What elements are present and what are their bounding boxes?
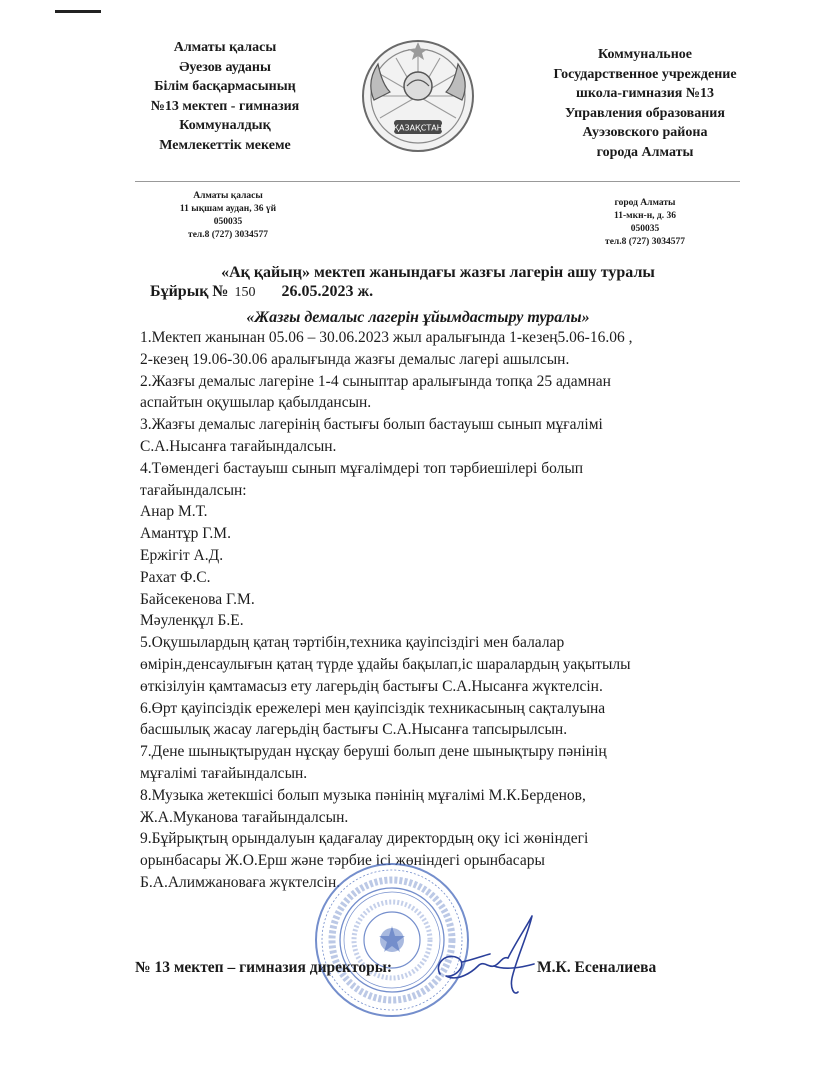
body-line: Ержігіт А.Д. <box>140 546 224 564</box>
letterhead-line: Управления образования <box>565 105 725 121</box>
body-line: 5.Оқушылардың қатаң тәртібін,техника қауіпсіздігі мен балалар <box>140 634 565 652</box>
letterhead-divider <box>135 181 740 182</box>
letterhead-line: Әуезов ауданы <box>179 59 271 75</box>
scan-edge-mark <box>55 10 101 13</box>
director-name: М.К. Есеналиева <box>537 959 657 976</box>
body-line: Ж.А.Муканова тағайындалсын. <box>140 808 349 826</box>
letterhead-line: города Алматы <box>596 144 694 160</box>
body-line: 2.Жазғы демалыс лагеріне 1-4 сыныптар аралығында топқа 25 адамнан <box>140 372 611 390</box>
body-line: өткізілуін қамтамасыз ету лагерьдің бастығы С.А.Нысанға жүктелсін. <box>140 677 603 695</box>
address-russian <box>590 197 700 249</box>
body-line: 8.Музыка жетекшісі болып музыка пәнінің мұғалімі М.К.Берденов, <box>140 786 586 804</box>
body-line: Б.А.Алимжановаға жүктелсін. <box>140 873 341 891</box>
body-line: С.А.Нысанға тағайындалсын. <box>140 437 337 455</box>
address-kazakh <box>168 190 288 242</box>
body-line: Байсекенова Г.М. <box>140 590 255 608</box>
letterhead-line: Алматы қаласы <box>173 40 277 55</box>
body-line: өмірін,денсаулығын қатаң түрде ұдайы бақылап,іс шаралардың уақытылы <box>140 655 631 673</box>
body-line: басшылық жасау лагерьдің бастығы С.А.Нысанға тапсырылсын. <box>140 721 568 739</box>
body-line: 7.Дене шынықтырудан нұсқау беруші болып дене шынықтыру пәнінің <box>140 743 607 761</box>
order-number: 150 <box>234 285 256 300</box>
address-line: 11 ықшам аудан, 36 үй <box>179 204 277 214</box>
order-line <box>150 283 373 301</box>
handwritten-signature-icon <box>432 912 542 1000</box>
letterhead-line: Ауэзовского района <box>582 125 708 140</box>
body-line: аспайтын оқушылар қабылдансын. <box>140 394 372 412</box>
letterhead-line: Коммуналдық <box>179 118 271 133</box>
letterhead-line: школа-гимназия №13 <box>576 86 714 101</box>
body-line: 2-кезең 19.06-30.06 аралығында жазғы демалыс лагері ашылсын. <box>140 350 570 368</box>
body-line: Анар М.Т. <box>140 503 208 521</box>
address-line: тел.8 (727) 3034577 <box>605 237 685 247</box>
letterhead-line: Государственное учреждение <box>553 66 737 82</box>
order-label: Бұйрық № <box>150 283 229 300</box>
letterhead-line: №13 мектеп - гимназия <box>150 98 300 114</box>
body-line: Рахат Ф.С. <box>140 568 211 586</box>
body-line: тағайындалсын: <box>140 481 247 499</box>
letterhead-line: Білім басқармасының <box>154 79 296 94</box>
address-line: тел.8 (727) 3034577 <box>188 230 268 240</box>
body-line: Амантұр Г.М. <box>140 525 231 543</box>
letterhead-russian <box>540 45 750 162</box>
letterhead-line: Мемлекеттік мекеме <box>159 137 291 153</box>
body-line: орынбасары Ж.О.Ерш және тәрбие ісі жөніндегі орынбасары <box>140 852 545 870</box>
body-line: Мәуленқұл Б.Е. <box>140 612 244 630</box>
letterhead-kazakh <box>120 38 330 155</box>
document-title: «Ақ қайың» мектеп жанындағы жазғы лагерін ашу туралы <box>221 264 655 281</box>
address-line: 050035 <box>213 217 243 227</box>
body-line: 6.Өрт қауіпсіздік ережелері мен қауіпсіздік техникасының сақталуына <box>140 699 606 717</box>
address-line: город Алматы <box>614 198 676 208</box>
body-line: 4.Төмендегі бастауыш сынып мұғалімдері топ тәрбиешілері болып <box>140 459 584 477</box>
body-line: мұғалімі тағайындалсын. <box>140 764 308 782</box>
order-body <box>140 327 740 894</box>
order-date: 26.05.2023 ж. <box>281 283 374 300</box>
emblem-ribbon-text: ҚАЗАҚСТАН <box>393 123 443 133</box>
address-line: 050035 <box>630 224 660 234</box>
kazakhstan-state-emblem-icon <box>360 38 476 154</box>
letterhead-line: Коммунальное <box>598 47 692 62</box>
address-line: 11-мкн-н, д. 36 <box>613 211 676 221</box>
document-subtitle: «Жазғы демалыс лагерін ұйымдастыру туралы» <box>246 309 590 326</box>
body-line: 9.Бұйрықтың орындалуын қадағалау директордың оқу ісі жөніндегі <box>140 830 589 848</box>
director-position: № 13 мектеп – гимназия директоры: <box>135 959 392 976</box>
body-line: 3.Жазғы демалыс лагерінің бастығы болып бастауыш сынып мұғалімі <box>140 416 603 434</box>
body-line: 1.Мектеп жанынан 05.06 – 30.06.2023 жыл аралығында 1-кезең5.06-16.06 , <box>140 329 633 346</box>
address-line: Алматы қаласы <box>193 191 263 201</box>
